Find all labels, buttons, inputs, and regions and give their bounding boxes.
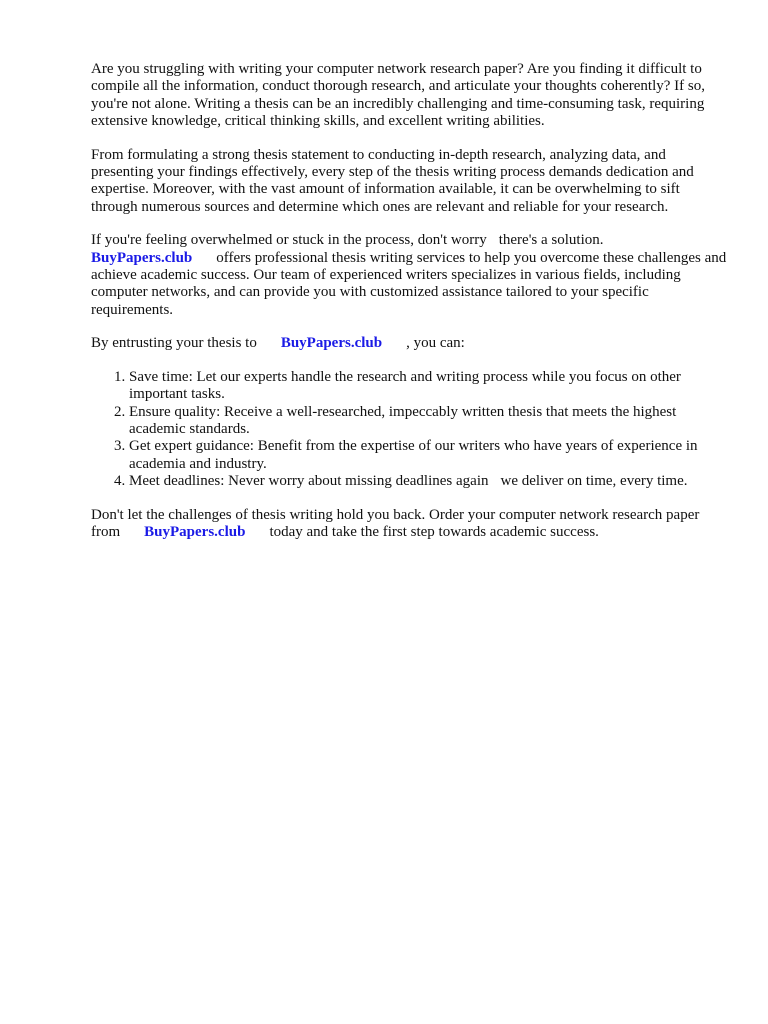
entrust-text-end: , you can: bbox=[406, 335, 465, 352]
solution-text-start: If you're feeling overwhelmed or stuck in the process, don't worry bbox=[91, 232, 487, 249]
entrust-paragraph bbox=[91, 335, 727, 352]
closing-text-start: Don't let the challenges of thesis writing hold you back. Order your computer network research paper from bbox=[91, 506, 700, 540]
solution-text-after-gap: there's a solution. bbox=[498, 232, 604, 249]
list-item bbox=[129, 473, 727, 490]
buypapers-link-3[interactable]: BuyPapers.club bbox=[144, 523, 246, 540]
benefit-guidance: Get expert guidance: Benefit from the expertise of our writers who have years of experience in academia and industry. bbox=[129, 438, 698, 472]
list-item bbox=[129, 369, 727, 404]
process-paragraph bbox=[91, 147, 727, 217]
list-item bbox=[129, 438, 727, 473]
closing-paragraph bbox=[91, 507, 727, 542]
intro-paragraph bbox=[91, 61, 727, 131]
intro-text: Are you struggling with writing your computer network research paper? Are you finding it difficult to compile all the information, conduct thorough research, and articulate your thoughts coherently? If so, you're not alone. Writing a thesis can be an incredibly challenging and time-consuming task, requiring extensive knowledge, critical thinking skills, and excellent writing abilities. bbox=[91, 61, 705, 130]
entrust-text-start: By entrusting your thesis to bbox=[91, 335, 257, 352]
solution-text-after-link: offers professional thesis writing services to help you overcome these challenges and achieve academic success. Our team of experienced writers specializes in various fields, including computer networks, and can provide you with customized assistance tailored to your specific requirements. bbox=[91, 249, 727, 318]
benefit-quality: Ensure quality: Receive a well-researched, impeccably written thesis that meets the highest academic standards. bbox=[129, 403, 677, 437]
process-text: From formulating a strong thesis statement to conducting in-depth research, analyzing data, and presenting your findings effectively, every step of the thesis writing process demands dedication and expertise. Moreover, with the vast amount of information available, it can be overwhelming to sift through numerous sources and determine which ones are relevant and reliable for your research. bbox=[91, 146, 694, 215]
buypapers-link-1[interactable]: BuyPapers.club bbox=[91, 249, 193, 266]
benefit-deadlines-start: Meet deadlines: Never worry about missing deadlines again bbox=[129, 473, 489, 490]
list-item bbox=[129, 404, 727, 439]
benefit-save-time: Save time: Let our experts handle the research and writing process while you focus on other important tasks. bbox=[129, 368, 681, 403]
buypapers-link-2[interactable]: BuyPapers.club bbox=[280, 335, 383, 352]
closing-text-end: today and take the first step towards academic success. bbox=[269, 523, 599, 540]
solution-paragraph bbox=[91, 232, 727, 319]
benefit-deadlines-end: we deliver on time, every time. bbox=[500, 473, 688, 490]
benefits-list bbox=[91, 369, 727, 491]
document-page bbox=[91, 61, 727, 557]
